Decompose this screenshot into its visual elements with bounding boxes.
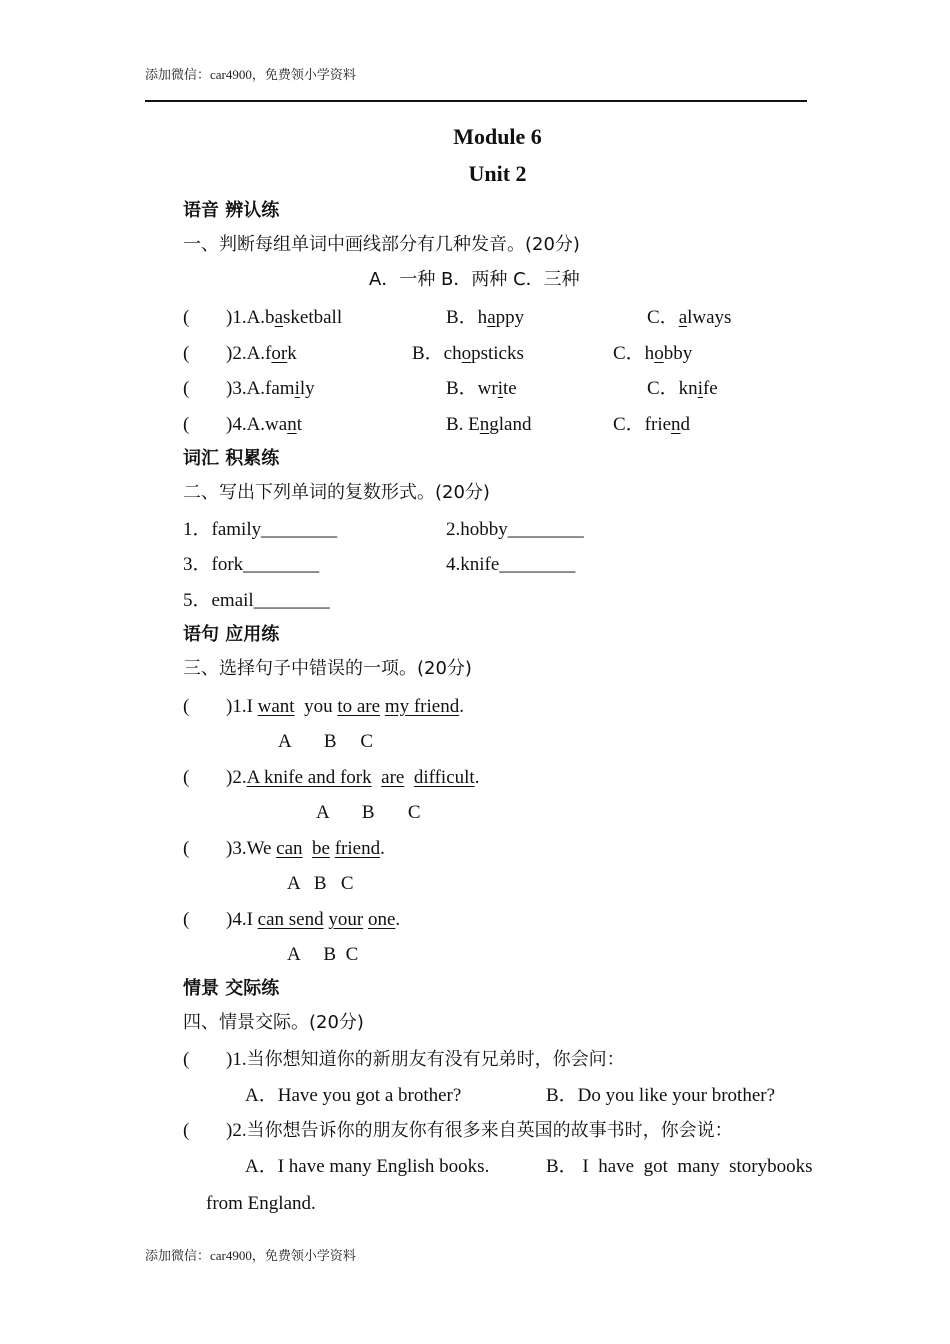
section4-heading: 情景 交际练 — [183, 978, 280, 999]
s2-item-2[interactable]: 2.hobby________ — [446, 519, 584, 540]
s3-q2-letters: A B C — [316, 802, 421, 823]
s1-q3-option-b: B．write — [446, 378, 517, 399]
s1-q1-option-b: B．happy — [446, 307, 525, 328]
section2-heading: 词汇 积累练 — [183, 448, 280, 469]
header-rule — [145, 100, 807, 102]
header-note: 添加微信：car4900，免费领小学资料 — [145, 67, 356, 82]
s4-q1-option-a[interactable]: A．Have you got a brother? — [245, 1085, 462, 1106]
s1-q4-option-a: )4.A.want — [226, 414, 302, 435]
s1-q2-option-a: )2.A.fork — [226, 343, 297, 364]
s1-q4-option-b: B. England — [446, 414, 532, 435]
answer-blank[interactable]: ( — [183, 378, 190, 399]
s4-q1-option-b[interactable]: B．Do you like your brother? — [546, 1085, 776, 1106]
section1-instruction: 一、判断每组单词中画线部分有几种发音。(20分) — [183, 234, 580, 255]
s1-q2-option-c: C．hobby — [613, 343, 693, 364]
s4-q2-option-b-continued: from England. — [206, 1193, 316, 1214]
s3-q3-letters: A B C — [287, 873, 354, 894]
s1-q4-option-c: C．friend — [613, 414, 691, 435]
answer-blank[interactable]: ( — [183, 696, 190, 717]
s4-q2-option-a[interactable]: A．I have many English books. — [245, 1156, 490, 1177]
s2-item-1[interactable]: 1．family________ — [183, 519, 338, 540]
s3-q3-sentence: )3.We can be friend. — [226, 838, 385, 859]
answer-blank[interactable]: ( — [183, 343, 190, 364]
s1-q1-option-a: )1.A.basketball — [226, 307, 343, 328]
section4-instruction: 四、情景交际。(20分) — [183, 1012, 364, 1033]
unit-title: Unit 2 — [468, 161, 527, 186]
answer-blank[interactable]: ( — [183, 909, 190, 930]
s3-q1-letters: A B C — [278, 731, 374, 752]
module-title: Module 6 — [453, 124, 542, 149]
section3-heading: 语句 应用练 — [183, 624, 280, 645]
answer-blank[interactable]: ( — [183, 414, 190, 435]
answer-blank[interactable]: ( — [183, 1049, 190, 1070]
s2-item-4[interactable]: 4.knife________ — [446, 554, 576, 575]
s4-q2-prompt: )2.当你想告诉你的朋友你有很多来自英国的故事书时，你会说： — [226, 1120, 733, 1141]
s4-q1-prompt: )1.当你想知道你的新朋友有没有兄弟时，你会问： — [226, 1049, 625, 1070]
s1-q2-option-b: B．chopsticks — [412, 343, 524, 364]
s3-q4-sentence: )4.I can send your one. — [226, 909, 401, 930]
section1-heading: 语音 辨认练 — [183, 200, 280, 221]
s3-q2-sentence: )2.A knife and fork are difficult. — [226, 767, 480, 788]
s1-q3-option-a: )3.A.family — [226, 378, 315, 399]
s2-item-3[interactable]: 3．fork________ — [183, 554, 320, 575]
s3-q4-letters: A B C — [287, 944, 359, 965]
section1-options: A．一种 B．两种 C．三种 — [369, 269, 580, 290]
s3-q1-sentence: )1.I want you to are my friend. — [226, 696, 464, 717]
answer-blank[interactable]: ( — [183, 838, 190, 859]
answer-blank[interactable]: ( — [183, 1120, 190, 1141]
section2-instruction: 二、写出下列单词的复数形式。(20分) — [183, 482, 490, 503]
s1-q3-option-c: C．knife — [647, 378, 718, 399]
answer-blank[interactable]: ( — [183, 767, 190, 788]
answer-blank[interactable]: ( — [183, 307, 190, 328]
section3-instruction: 三、选择句子中错误的一项。(20分) — [183, 658, 472, 679]
s1-q1-option-c: C．always — [647, 307, 732, 328]
footer-note: 添加微信：car4900，免费领小学资料 — [145, 1248, 356, 1263]
s2-item-5[interactable]: 5．email________ — [183, 590, 330, 611]
s4-q2-option-b[interactable]: B． I have got many storybooks — [546, 1156, 813, 1177]
